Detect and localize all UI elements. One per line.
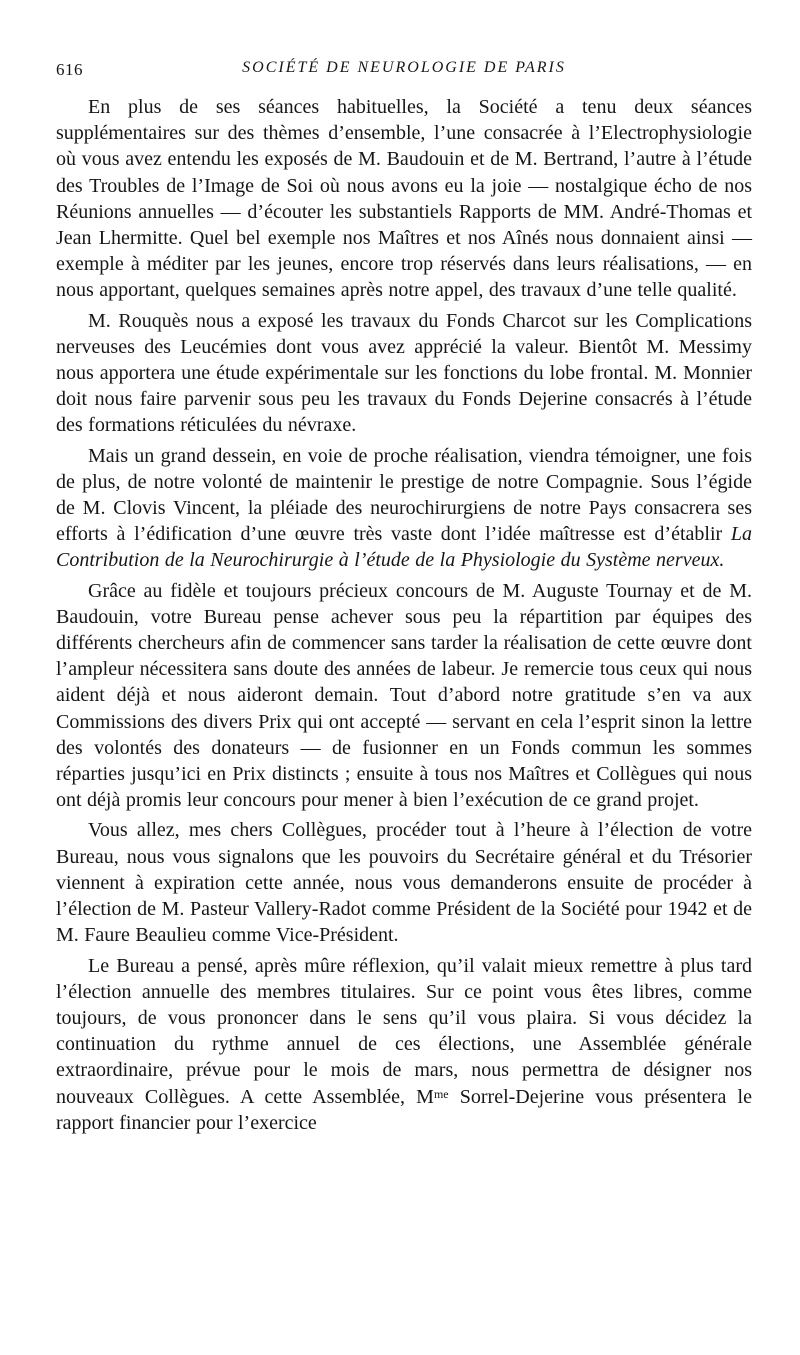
paragraph-6 — [56, 953, 752, 1136]
paragraph-6-end: Sorrel-Dejerine vous présentera le rapport financier pour l’exercice — [56, 1085, 752, 1134]
paragraph-5: Vous allez, mes chers Collègues, procéder tout à l’heure à l’élection de votre Bureau, nous vous signalons que les pouvoirs du Secrétaire général et du Trésorier viennent à expiration cette année, nous vous demanderons ensuite de procéder à l’élection de M. Pasteur Vallery-Radot comme Président de la Société pour 1942 et de M. Faure Beaulieu comme Vice-Président. — [56, 819, 752, 947]
body-text — [56, 94, 752, 1136]
paragraph-3-italic-title: La Contribution de la Neurochirurgie à l’étude de la Physiologie du Système nerveux. — [56, 523, 752, 572]
journal-title: SOCIÉTÉ DE NEUROLOGIE DE PARIS — [242, 59, 566, 76]
document-page — [56, 52, 752, 1136]
paragraph-3 — [56, 443, 752, 574]
paragraph-4: Grâce au fidèle et toujours précieux concours de M. Auguste Tournay et de M. Baudouin, votre Bureau pense achever sous peu la répartition par équipes des différents chercheurs afin de commencer sans tarder la réalisation de cette œuvre dont l’ampleur nécessitera sans doute des années de labeur. Je remercie tous ceux qui nous aident déjà et nous aideront demain. Tout d’abord notre gratitude s’en va aux Commissions des divers Prix qui ont accepté — servant en cela l’esprit sinon la lettre des volontés des donateurs — de fusionner en un Fonds commun les sommes réparties jusqu’ici en Prix distincts ; ensuite à tous nos Maîtres et Collègues qui nous ont déjà promis leur concours pour mener à bien l’exécution de ce grand projet. — [56, 579, 752, 812]
paragraph-6-text: Le Bureau a pensé, après mûre réflexion, qu’il valait mieux remettre à plus tard l’élection annuelle des membres titulaires. Sur ce point vous êtes libres, comme toujours, de vous prononcer dans le sens qu’il vous plaira. Si vous décidez la continuation du rythme annuel de ces élections, une Assemblée générale extraordinaire, prévue pour le mois de mars, nous permettra de désigner nos nouveaux Collègues. A cette Assemblée, M — [56, 954, 752, 1108]
paragraph-2: M. Rouquès nous a exposé les travaux du Fonds Charcot sur les Complications nerveuses des Leucémies dont vous avez apprécié la valeur. Bientôt M. Messimy nous apportera une étude expérimentale sur les fonctions du lobe frontal. M. Monnier doit nous faire parvenir sous peu les travaux du Fonds Dejerine consacrés à l’étude des formations réticulées du névraxe. — [56, 309, 752, 437]
running-head — [56, 52, 752, 86]
paragraph-3-text: Mais un grand dessein, en voie de proche réalisation, viendra témoigner, une fois de plus, de notre volonté de maintenir le prestige de notre Compagnie. Sous l’égide de M. Clovis Vincent, la pléiade des neurochirurgiens de notre Pays consacrera ses efforts à l’édification d’une œuvre très vaste dont l’idée maîtresse est d’établir — [56, 444, 752, 546]
paragraph-1: En plus de ses séances habituelles, la Société a tenu deux séances supplémentaires sur des thèmes d’ensemble, l’une consacrée à l’Electrophysiologie où vous avez entendu les exposés de M. Baudouin et de M. Bertrand, l’autre à l’étude des Troubles de l’Image de Soi où nous avons eu la joie — nostalgique écho de nos Réunions annuelles — d’écouter les substantiels Rapports de MM. André-Thomas et Jean Lhermitte. Quel bel exemple nos Maîtres et nos Aînés nous donnaient ainsi — exemple à méditer par les jeunes, encore trop réservés dans leurs réalisations, — en nous apportant, quelques semaines après notre appel, des travaux d’une telle qualité. — [56, 96, 752, 302]
superscript-me: me — [433, 1086, 449, 1101]
page-number: 616 — [56, 60, 83, 79]
